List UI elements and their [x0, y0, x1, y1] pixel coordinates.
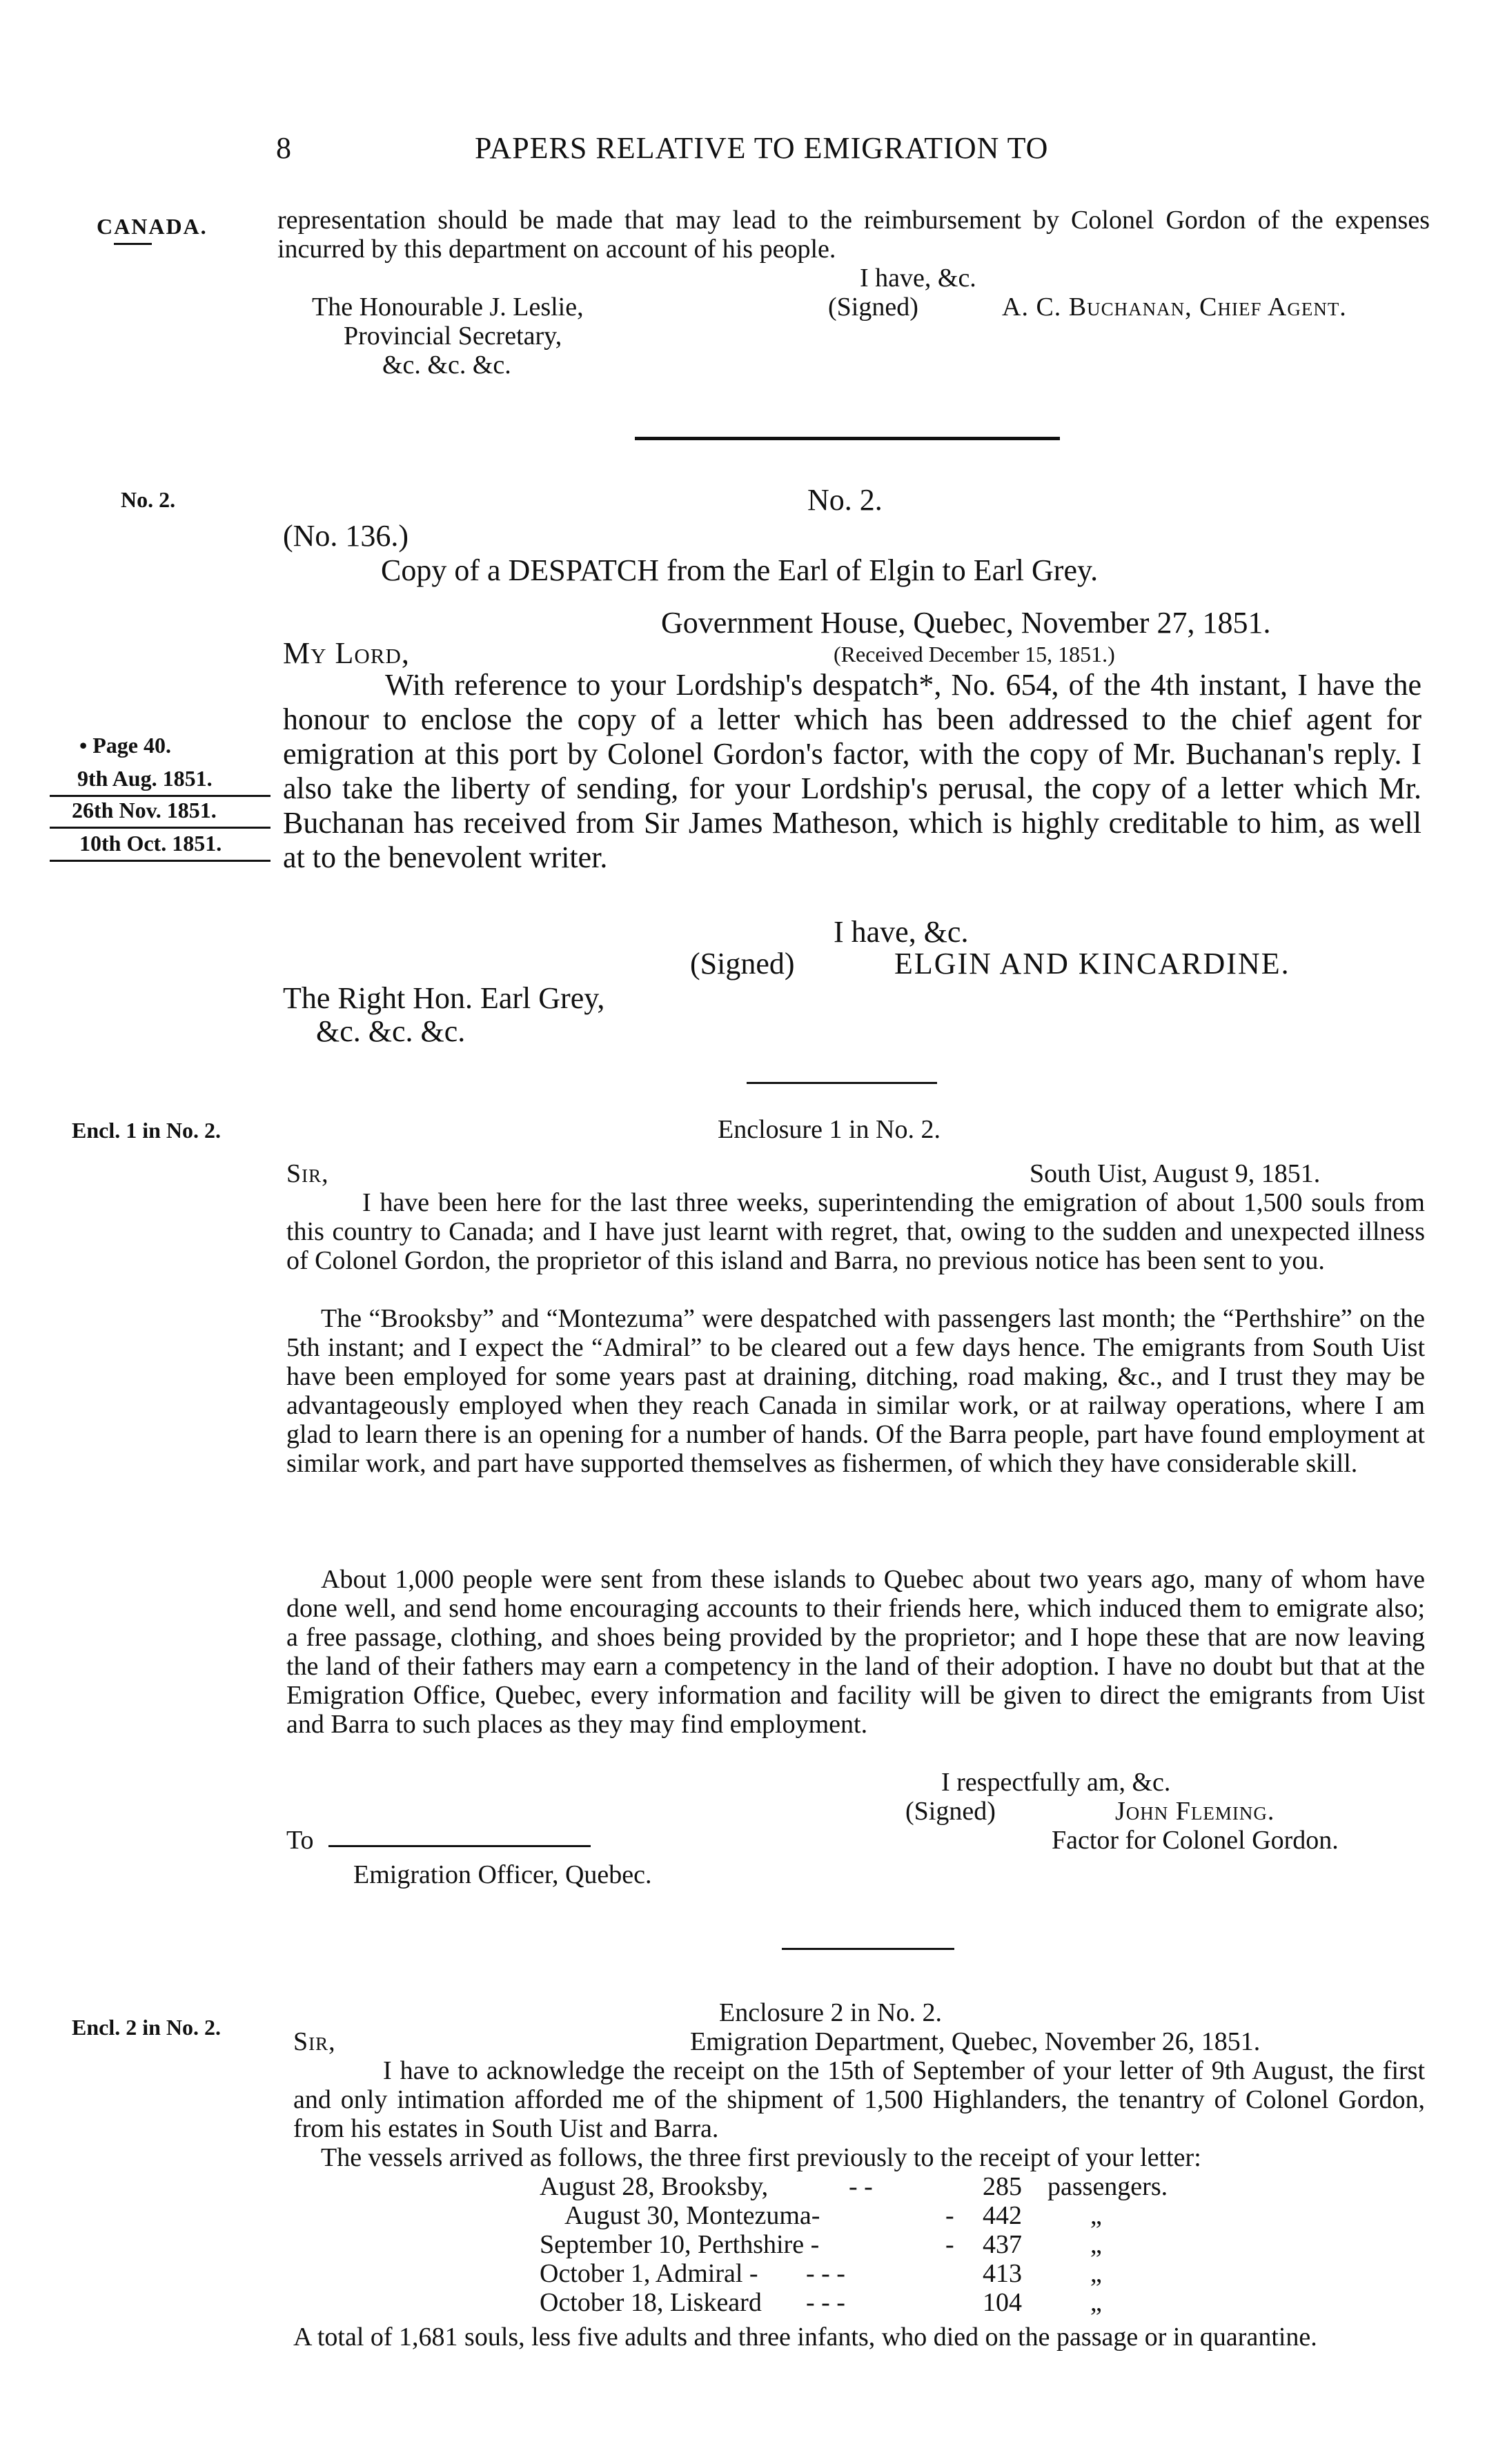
enclosure2-salutation: Sir,	[293, 2027, 336, 2056]
vessel-unit: „	[1090, 2230, 1102, 2259]
short-rule-1	[747, 1082, 937, 1084]
margin-rule-1	[50, 795, 270, 797]
vessel-dashes: - -	[849, 2172, 873, 2201]
vessel-count: 413	[983, 2259, 1022, 2288]
vessel-date-ship: August 28, Brooksby,	[540, 2172, 769, 2201]
enclosure2-place-date: Emigration Department, Quebec, November 26, 1851.	[690, 2027, 1261, 2056]
section-rule	[635, 437, 1060, 440]
despatch-heading: No. 2.	[807, 483, 883, 517]
despatch-received: (Received December 15, 1851.)	[834, 642, 1115, 667]
vessel-count: 442	[983, 2201, 1022, 2230]
margin-dash	[114, 243, 152, 245]
margin-note-no2: No. 2.	[121, 487, 176, 512]
despatch-place-date: Government House, Quebec, November 27, 1851.	[661, 606, 1271, 640]
top-signed: (Signed)	[828, 293, 918, 322]
margin-rule-2	[50, 827, 270, 829]
margin-note-date1: 9th Aug. 1851.	[77, 766, 213, 791]
vessel-dashes: -	[945, 2230, 954, 2259]
enclosure1-paragraph1: I have been here for the last three weeks, superintending the emigration of about 1,500 souls from this country to Canada; and I have just learnt with regret, that, owing to the sudden and unexpected illness of Colonel Gordon, the proprietor of this island and Barra, no previous notice has been sent to you.	[286, 1188, 1425, 1275]
vessel-row	[0, 2172, 1496, 2201]
vessel-date-ship: October 18, Liskeard	[540, 2288, 762, 2317]
margin-note-canada: CANADA.	[97, 214, 208, 239]
vessel-count: 437	[983, 2230, 1022, 2259]
vessel-row	[0, 2259, 1496, 2288]
enclosure1-paragraph3: About 1,000 people were sent from these islands to Quebec about two years ago, many of whom have done well, and send home encouraging accounts to their friends here, which induced them to emigrate also; a free passage, clothing, and shoes being provided by the proprietor; and I hope these that are now leaving the land of their fathers may earn a competency in the land of their adoption. I have no doubt but that at the Emigration Office, Quebec, every information and facility will be given to direct the emigrants from Uist and Barra to such places as they may find employment.	[286, 1565, 1425, 1739]
vessel-row	[0, 2201, 1496, 2230]
despatch-closing: I have, &c.	[834, 915, 969, 949]
enclosure2-paragraph1: I have to acknowledge the receipt on the 15th of September of your letter of 9th August, the first and only intimation afforded me of the shipment of 1,500 Highlanders, the tenantry of Colonel Gordon, from his estates in South Uist and Barra.	[293, 2056, 1425, 2143]
despatch-signed: (Signed)	[690, 947, 795, 980]
despatch-salutation: My Lord,	[283, 636, 410, 670]
vessel-unit: passengers.	[1047, 2172, 1168, 2201]
vessel-date-ship: October 1, Admiral -	[540, 2259, 758, 2288]
enclosure2-paragraph2: The vessels arrived as follows, the three first previously to the receipt of your letter:	[321, 2143, 1201, 2172]
top-signatory: A. C. Buchanan, Chief Agent.	[1002, 293, 1347, 322]
enclosure1-closing: I respectfully am, &c.	[941, 1768, 1171, 1797]
vessel-dashes: - - -	[806, 2259, 845, 2288]
top-addressee-line1: The Honourable J. Leslie,	[312, 293, 584, 322]
short-rule-2	[782, 1948, 954, 1950]
enclosure1-salutation: Sir,	[286, 1159, 329, 1188]
top-addressee-line2: Provincial Secretary,	[344, 322, 562, 351]
vessel-row	[0, 2288, 1496, 2317]
vessel-unit: „	[1090, 2288, 1102, 2317]
vessel-unit: „	[1090, 2259, 1102, 2288]
despatch-number: (No. 136.)	[283, 519, 409, 553]
enclosure1-blank-line	[328, 1845, 591, 1847]
running-title: PAPERS RELATIVE TO EMIGRATION TO	[475, 131, 1049, 165]
despatch-paragraph: With reference to your Lordship's despatch*, No. 654, of the 4th instant, I have the honour to enclose the copy of a letter which has been addressed to the chief agent for emigration at this port by Colonel Gordon's factor, with the copy of Mr. Buchanan's reply. I also take the liberty of sending, for your Lordship's perusal, the copy of a letter which Mr. Buchanan has received from Sir James Matheson, which is highly creditable to him, as well at to the benevolent writer.	[283, 668, 1421, 874]
margin-note-date2: 26th Nov. 1851.	[72, 798, 217, 822]
margin-rule-3	[50, 860, 270, 862]
enclosure2-total: A total of 1,681 souls, less five adults and three infants, who died on the passage or in quarantine.	[293, 2323, 1317, 2352]
page-number: 8	[276, 131, 291, 165]
enclosure1-to-office: Emigration Officer, Quebec.	[353, 1860, 652, 1889]
vessel-dashes: - - -	[806, 2288, 845, 2317]
enclosure1-signatory-title: Factor for Colonel Gordon.	[1052, 1826, 1339, 1855]
enclosure1-signed: (Signed)	[905, 1797, 996, 1826]
vessel-dashes: -	[945, 2201, 954, 2230]
top-closing: I have, &c.	[860, 264, 976, 293]
enclosure1-signatory: John Fleming.	[1115, 1797, 1275, 1826]
vessel-count: 104	[983, 2288, 1022, 2317]
margin-note-date3: 10th Oct. 1851.	[79, 831, 222, 856]
vessel-unit: „	[1090, 2201, 1102, 2230]
margin-note-encl2: Encl. 2 in No. 2.	[72, 2015, 222, 2040]
despatch-addressee-line2: &c. &c. &c.	[316, 1014, 466, 1048]
top-paragraph: representation should be made that may lead to the reimbursement by Colonel Gordon of the expenses incurred by this department on account of his people.	[277, 206, 1430, 264]
despatch-addressee-line1: The Right Hon. Earl Grey,	[283, 981, 605, 1015]
vessel-row	[0, 2230, 1496, 2259]
enclosure1-paragraph2: The “Brooksby” and “Montezuma” were despatched with passengers last month; the “Perthshire” on the 5th instant; and I expect the “Admiral” to be cleared out a few days hence. The emigrants from South Uist have been employed for some years past at draining, ditching, road making, &c., and I trust they may be advantageously employed when they reach Canada in similar work, or at railway operations, where I am glad to learn there is an opening for a number of hands. Of the Barra people, part have found employment at similar work, and part have supported themselves as fishermen, of which they have considerable skill.	[286, 1304, 1425, 1478]
enclosure1-place-date: South Uist, August 9, 1851.	[1030, 1159, 1321, 1188]
despatch-title: Copy of a DESPATCH from the Earl of Elgin to Earl Grey.	[381, 553, 1099, 587]
enclosure2-heading: Enclosure 2 in No. 2.	[719, 1998, 942, 2027]
despatch-signatory: ELGIN AND KINCARDINE.	[894, 947, 1290, 980]
enclosure1-to: To	[286, 1826, 314, 1855]
margin-note-encl1: Encl. 1 in No. 2.	[72, 1118, 222, 1143]
vessel-date-ship: August 30, Montezuma-	[564, 2201, 820, 2230]
top-addressee-line3: &c. &c. &c.	[382, 351, 511, 380]
vessel-arrivals-table	[0, 2172, 1496, 2317]
vessel-date-ship: September 10, Perthshire -	[540, 2230, 820, 2259]
enclosure1-heading: Enclosure 1 in No. 2.	[718, 1115, 941, 1144]
margin-note-page40: • Page 40.	[79, 733, 171, 758]
vessel-count: 285	[983, 2172, 1022, 2201]
